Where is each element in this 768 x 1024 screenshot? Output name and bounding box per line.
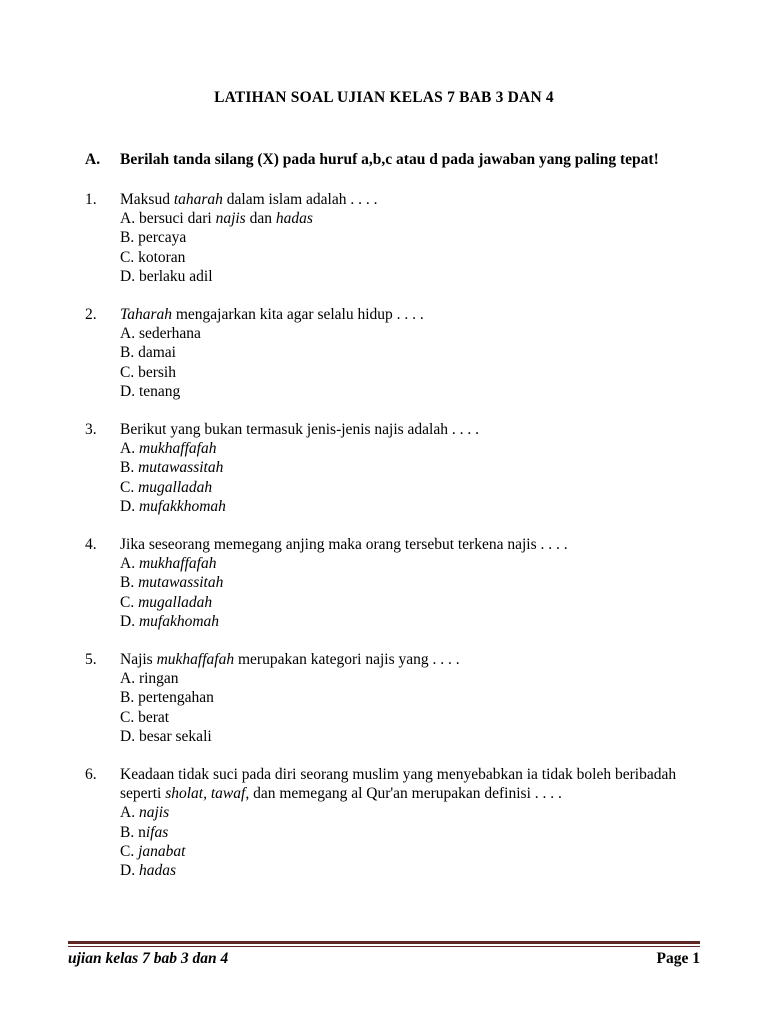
footer-document-name: ujian kelas 7 bab 3 dan 4 (68, 950, 229, 967)
questions-list (68, 190, 700, 880)
option-line: B. mutawassitah (120, 574, 224, 592)
footer-row (68, 949, 700, 968)
question-number: 1. (85, 191, 97, 208)
option-line: B. mutawassitah (120, 459, 224, 477)
option-line: C. kotoran (120, 248, 186, 266)
question-body (120, 535, 700, 631)
question-number: 2. (85, 306, 97, 324)
footer-page-number: Page 1 (656, 950, 700, 967)
option-line: D. hadas (120, 862, 176, 880)
option-line: D. mufakkhomah (120, 497, 226, 515)
question-text: Berikut yang bukan termasuk jenis-jenis najis adalah . . . . (120, 421, 479, 439)
question-item (68, 765, 700, 880)
option-line: C. mugalladah (120, 593, 213, 611)
section-instruction: Berilah tanda silang (X) pada huruf a,b,c atau d pada jawaban yang paling tepat! (120, 151, 659, 168)
footer-rule (68, 941, 700, 947)
question-body (120, 305, 700, 401)
question-body (120, 190, 700, 286)
option-line: A. ringan (120, 670, 179, 688)
option-line: D. mufakhomah (120, 612, 220, 630)
section-heading (68, 150, 700, 169)
question-item (68, 305, 700, 401)
option-line: C. berat (120, 708, 170, 726)
question-item (68, 535, 700, 631)
option-line: A. najis (120, 804, 170, 822)
question-number: 6. (85, 766, 97, 784)
option-line: A. mukhaffafah (120, 555, 217, 573)
option-line: C. janabat (120, 842, 186, 860)
question-number: 3. (85, 421, 97, 439)
option-line: C. mugalladah (120, 478, 213, 496)
question-item (68, 650, 700, 746)
option-line: B. damai (120, 344, 176, 362)
page-footer (68, 941, 700, 968)
option-line: A. mukhaffafah (120, 440, 217, 458)
section-label: A. (85, 151, 101, 168)
option-line: A. sederhana (120, 325, 201, 343)
question-text: Jika seseorang memegang anjing maka orang tersebut terkena najis . . . . (120, 536, 568, 554)
question-number: 5. (85, 651, 97, 669)
question-text: Taharah mengajarkan kita agar selalu hidup . . . . (120, 306, 424, 324)
question-text: Keadaan tidak suci pada diri seorang muslim yang menyebabkan ia tidak boleh beribadah (120, 766, 677, 784)
question-text: seperti sholat, tawaf, dan memegang al Qur'an merupakan definisi . . . . (120, 785, 562, 803)
question-text: Najis mukhaffafah merupakan kategori najis yang . . . . (120, 651, 460, 669)
question-text: Maksud taharah dalam islam adalah . . . . (120, 191, 378, 208)
question-body (120, 765, 700, 880)
question-item (68, 420, 700, 516)
option-line: A. bersuci dari najis dan hadas (120, 210, 313, 228)
option-line: D. berlaku adil (120, 267, 213, 285)
page-title: LATIHAN SOAL UJIAN KELAS 7 BAB 3 DAN 4 (214, 89, 554, 106)
question-item (68, 190, 700, 286)
option-line: D. tenang (120, 382, 181, 400)
option-line: B. percaya (120, 229, 187, 247)
question-number: 4. (85, 536, 97, 554)
option-line: D. besar sekali (120, 727, 212, 745)
question-body (120, 650, 700, 746)
option-line: B. pertengahan (120, 689, 214, 707)
option-line: C. bersih (120, 363, 176, 381)
question-body (120, 420, 700, 516)
option-line: B. nifas (120, 823, 169, 841)
